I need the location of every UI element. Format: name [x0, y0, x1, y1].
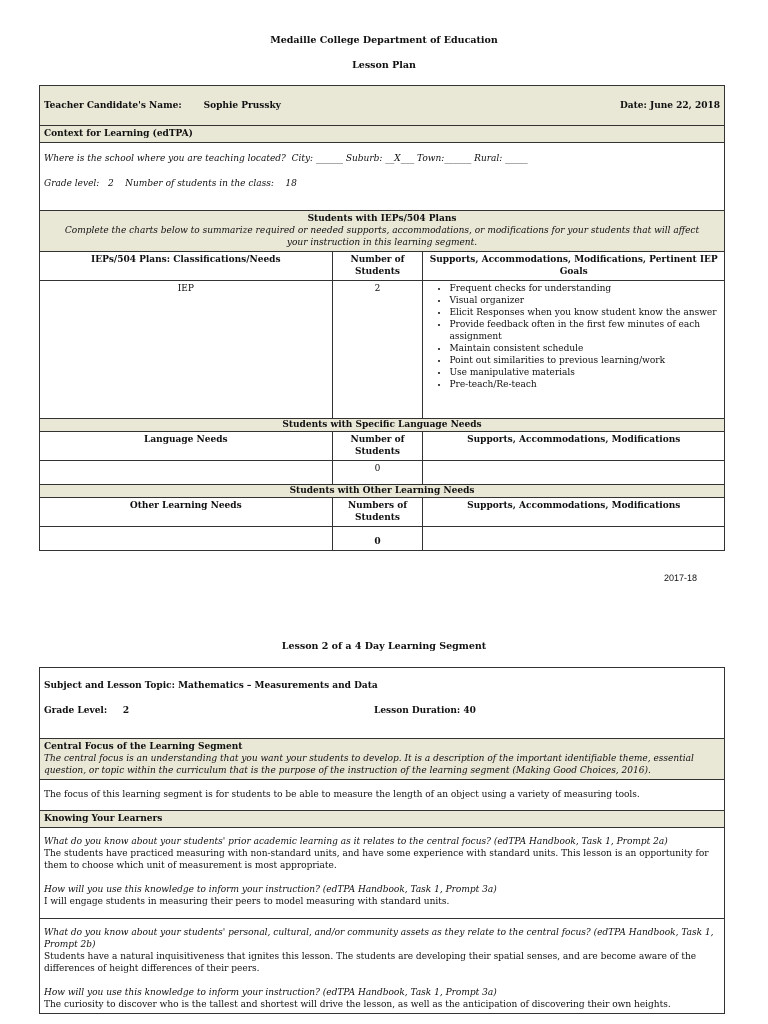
candidate-name: Sophie Prussky: [203, 100, 281, 111]
assets-cell: [40, 919, 725, 1014]
iep-instructions: Complete the charts below to summarize required or needed supports, accommodations, or modifications for your students that will affect your instruction in this learning segment.: [64, 226, 700, 248]
assets-instruction-answer: The curiosity to discover who is the tallest and shortest will drive the lesson, as well as the anticipation of discovering their own heights.: [44, 1000, 671, 1010]
students-label: Number of students in the class:: [125, 179, 274, 189]
list-item: • Frequent checks for understanding: [449, 283, 720, 295]
iep-col-classification: IEPs/504 Plans: Classifications/Needs: [40, 252, 333, 281]
context-body: [40, 143, 725, 211]
lesson-duration: Lesson Duration: 40: [374, 706, 476, 716]
list-item: • Use manipulative materials: [449, 367, 720, 379]
iep-col-supports: Supports, Accommodations, Modifications, Pertinent IEP Goals: [423, 252, 725, 281]
candidate-row: [40, 86, 725, 126]
central-focus-description: The central focus is an understanding that you want your students to develop. It is a description of the important identifiable theme, essential question, or topic within the curriculum that is the purpose of the instruction of the learning segment (Making Good Choices, 2016).: [44, 754, 694, 776]
prior-learning-question: What do you know about your students' prior academic learning as it relates to the central focus? (edTPA Handbook, Task 1, Prompt 2a): [44, 837, 668, 847]
iep-section-header: [40, 211, 725, 252]
location-options: City: ______ Suburb: __X___ Town:______ Rural: _____: [291, 154, 528, 164]
language-row-count: 0: [332, 461, 423, 485]
subject-row: [40, 668, 725, 739]
candidate-name-label: Teacher Candidate's Name:: [44, 100, 182, 111]
other-row-supports: [423, 527, 725, 551]
list-item: • Pre-teach/Re-teach: [449, 379, 720, 391]
other-needs-heading: Students with Other Learning Needs: [40, 485, 725, 498]
central-focus-header: [40, 739, 725, 780]
grade-level-label: Grade level:: [44, 179, 100, 189]
language-row-needs: [40, 461, 333, 485]
other-row-needs: [40, 527, 333, 551]
assets-question: What do you know about your students' personal, cultural, and/or community assets as they relate to the central focus? (edTPA Handbook, Task 1, Prompt 2b): [44, 928, 714, 950]
location-question: Where is the school where you are teaching located?: [44, 154, 286, 164]
instruction-question: How will you use this knowledge to inform your instruction? (edTPA Handbook, Task 1, Prompt 3a): [44, 885, 497, 895]
prior-learning-answer: The students have practiced measuring with non-standard units, and have some experience with standard units. This lesson is an opportunity for them to choose which unit of measurement is most appropriate.: [44, 849, 709, 871]
list-item: • Maintain consistent schedule: [449, 343, 720, 355]
iep-row-classification: IEP: [40, 281, 333, 419]
assets-answer: Students have a natural inquisitiveness that ignites this lesson. The students are developing their spatial senses, and are become aware of the differences of height differences of their peers.: [44, 952, 697, 974]
grade-level-value: 2: [122, 706, 130, 716]
language-col-supports: Supports, Accommodations, Modifications: [423, 432, 725, 461]
lesson-plan-table: [39, 85, 725, 551]
iep-heading: Students with IEPs/504 Plans: [307, 214, 457, 224]
prior-learning-cell: [40, 828, 725, 919]
students-value: 18: [285, 179, 297, 189]
college-title: Medaille College Department of Education: [270, 35, 498, 46]
language-row-supports: [423, 461, 725, 485]
grade-level-value: 2: [107, 179, 114, 189]
central-focus-text: The focus of this learning segment is for students to be able to measure the length of an object using a variety of measuring tools.: [40, 780, 725, 811]
subject-topic: Subject and Lesson Topic: Mathematics – Measurements and Data: [44, 681, 378, 691]
other-col-count: Numbers of Students: [332, 498, 423, 527]
language-heading: Students with Specific Language Needs: [40, 419, 725, 432]
list-item: • Provide feedback often in the first few minutes of each assignment: [449, 319, 720, 343]
iep-supports-list: [427, 283, 720, 391]
assets-instruction-question: How will you use this knowledge to inform your instruction? (edTPA Handbook, Task 1, Prompt 3a): [44, 988, 497, 998]
iep-row-count: 2: [332, 281, 423, 419]
lesson-details-table: [39, 667, 725, 1014]
central-focus-heading: Central Focus of the Learning Segment: [44, 742, 243, 752]
grade-level-label: Grade Level:: [44, 706, 108, 716]
other-row-count: 0: [332, 527, 423, 551]
lesson-date: Date: June 22, 2018: [619, 100, 720, 111]
instruction-answer: I will engage students in measuring their peers to model measuring with standard units.: [44, 897, 450, 907]
school-year: 2017-18: [664, 573, 698, 583]
list-item: • Visual organizer: [449, 295, 720, 307]
iep-col-count: Number of Students: [332, 252, 423, 281]
document-title: Lesson Plan: [352, 60, 416, 71]
other-col-needs: Other Learning Needs: [40, 498, 333, 527]
segment-title: Lesson 2 of a 4 Day Learning Segment: [281, 641, 487, 652]
knowing-learners-heading: Knowing Your Learners: [40, 811, 725, 828]
language-col-count: Number of Students: [332, 432, 423, 461]
iep-supports-cell: [423, 281, 725, 419]
list-item: • Point out similarities to previous learning/work: [449, 355, 720, 367]
list-item: • Elicit Responses when you know student know the answer: [449, 307, 720, 319]
other-col-supports: Supports, Accommodations, Modifications: [423, 498, 725, 527]
context-heading: Context for Learning (edTPA): [40, 126, 725, 143]
language-col-needs: Language Needs: [40, 432, 333, 461]
